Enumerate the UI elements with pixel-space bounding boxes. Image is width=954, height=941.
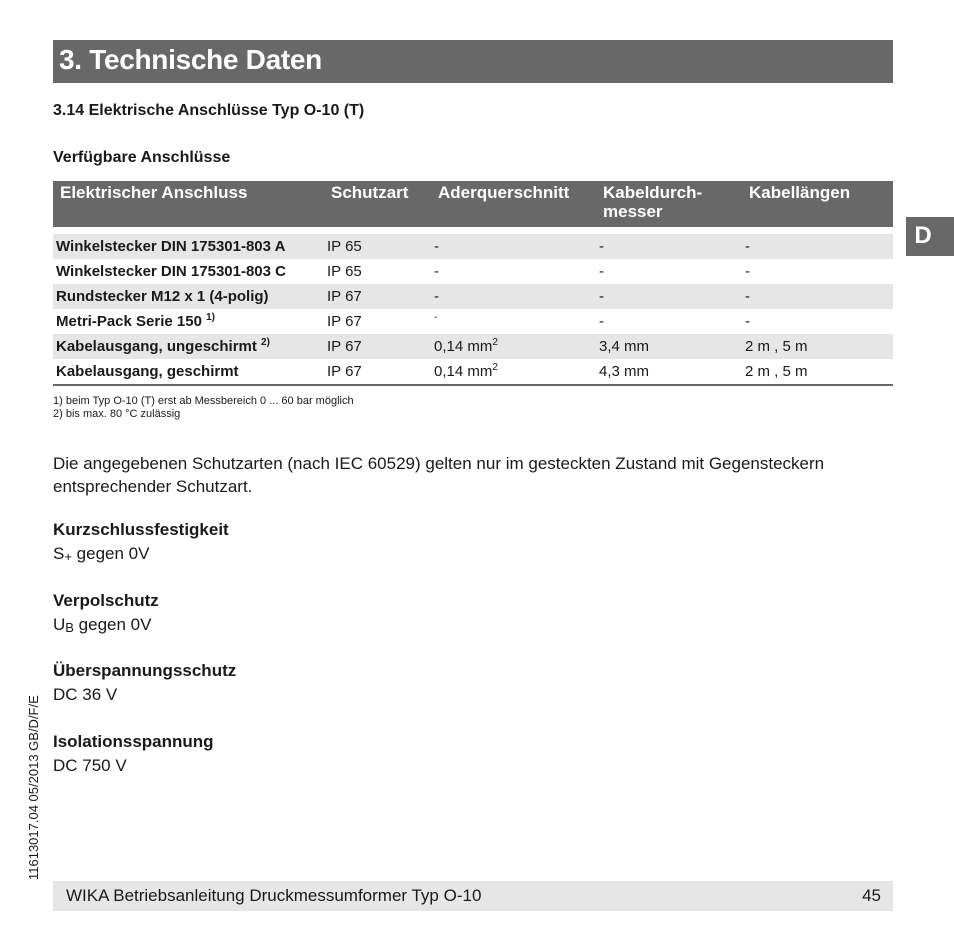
cable-length: -	[745, 263, 750, 280]
column-header: Schutzart	[324, 181, 431, 227]
protection-class: IP 67	[324, 334, 431, 359]
connections-table	[53, 181, 893, 386]
cross-section: -	[431, 284, 596, 309]
cross-section: -	[434, 312, 438, 323]
spec-label: Isolationsspannung	[53, 732, 214, 751]
protection-class: IP 65	[327, 263, 362, 280]
footnote: 2) bis max. 80 °C zulässig	[53, 408, 181, 420]
connection-name: Kabelausgang, geschirmt	[53, 359, 324, 385]
page-number: 45	[862, 886, 881, 905]
cable-diameter: -	[596, 284, 742, 309]
footer-document-title: WIKA Betriebsanleitung Druckmessumformer Typ O-10	[66, 886, 482, 905]
language-tab	[906, 217, 954, 256]
column-header: Elektrischer Anschluss	[53, 181, 324, 227]
table-row	[53, 309, 893, 334]
cable-diameter: -	[599, 313, 604, 330]
cable-length: -	[742, 234, 893, 259]
protection-class: IP 67	[324, 359, 431, 385]
section-heading: 3.14 Elektrische Anschlüsse Typ O-10 (T)	[53, 102, 365, 119]
spec-label: Kurzschlussfestigkeit	[53, 520, 229, 539]
table-row	[53, 359, 893, 385]
table-header-row	[53, 181, 893, 227]
protection-class: IP 67	[327, 313, 362, 330]
connection-name: Winkelstecker DIN 175301-803 A	[53, 234, 324, 259]
language-tab-label: D	[914, 222, 932, 249]
connection-name: Rundstecker M12 x 1 (4-polig)	[53, 284, 324, 309]
table-row	[53, 284, 893, 309]
chapter-title-bar	[53, 40, 893, 83]
spec-value: DC 36 V	[53, 685, 118, 704]
cable-length: -	[745, 313, 750, 330]
protection-class: IP 65	[324, 234, 431, 259]
spec-label: Überspannungsschutz	[53, 661, 237, 680]
footnote: 1) beim Typ O-10 (T) erst ab Messbereich 0 ... 60 bar möglich	[53, 395, 354, 407]
cable-diameter: 4,3 mm	[596, 359, 742, 385]
page-footer	[53, 881, 893, 911]
cross-section: -	[434, 263, 439, 280]
cable-diameter: 3,4 mm	[596, 334, 742, 359]
spec-value: DC 750 V	[53, 756, 127, 775]
cross-section: 0,14 $mm^2$	[431, 359, 596, 385]
column-header: Kabeldurch- messer	[596, 181, 742, 227]
spec-label: Verpolschutz	[53, 591, 159, 610]
cross-section: 0,14 $mm^2$	[431, 334, 596, 359]
spec-value: UB gegen 0V	[53, 615, 152, 635]
table-row	[53, 334, 893, 359]
protection-note: Die angegebenen Schutzarten (nach IEC 60529) gelten nur im gesteckten Zustand mit Gegensteckern entsprechender Schutzart.	[53, 454, 825, 496]
column-header: Kabellängen	[742, 181, 893, 227]
table-heading: Verfügbare Anschlüsse	[53, 149, 231, 166]
cable-diameter: -	[596, 234, 742, 259]
column-header: Aderquerschnitt	[431, 181, 596, 227]
table-row	[53, 259, 893, 284]
protection-class: IP 67	[324, 284, 431, 309]
chapter-title: 3. Technische Daten	[59, 44, 322, 75]
connection-name: Kabelausgang, ungeschirmt $^{2)}$	[53, 334, 324, 359]
cable-diameter: -	[599, 263, 604, 280]
footnotes	[53, 395, 354, 421]
spec-value: S+ gegen 0V	[53, 544, 150, 564]
document-code: 11613017.04 05/2013 GB/D/F/E	[26, 695, 41, 880]
cable-length: 2 m , 5 m	[742, 334, 893, 359]
cross-section: -	[431, 234, 596, 259]
connection-name: Metri-Pack Serie 150 $^{1)}$	[56, 312, 215, 330]
table-row	[53, 234, 893, 259]
connection-name: Winkelstecker DIN 175301-803 C	[56, 263, 286, 280]
cable-length: -	[742, 284, 893, 309]
cable-length: 2 m , 5 m	[742, 359, 893, 385]
